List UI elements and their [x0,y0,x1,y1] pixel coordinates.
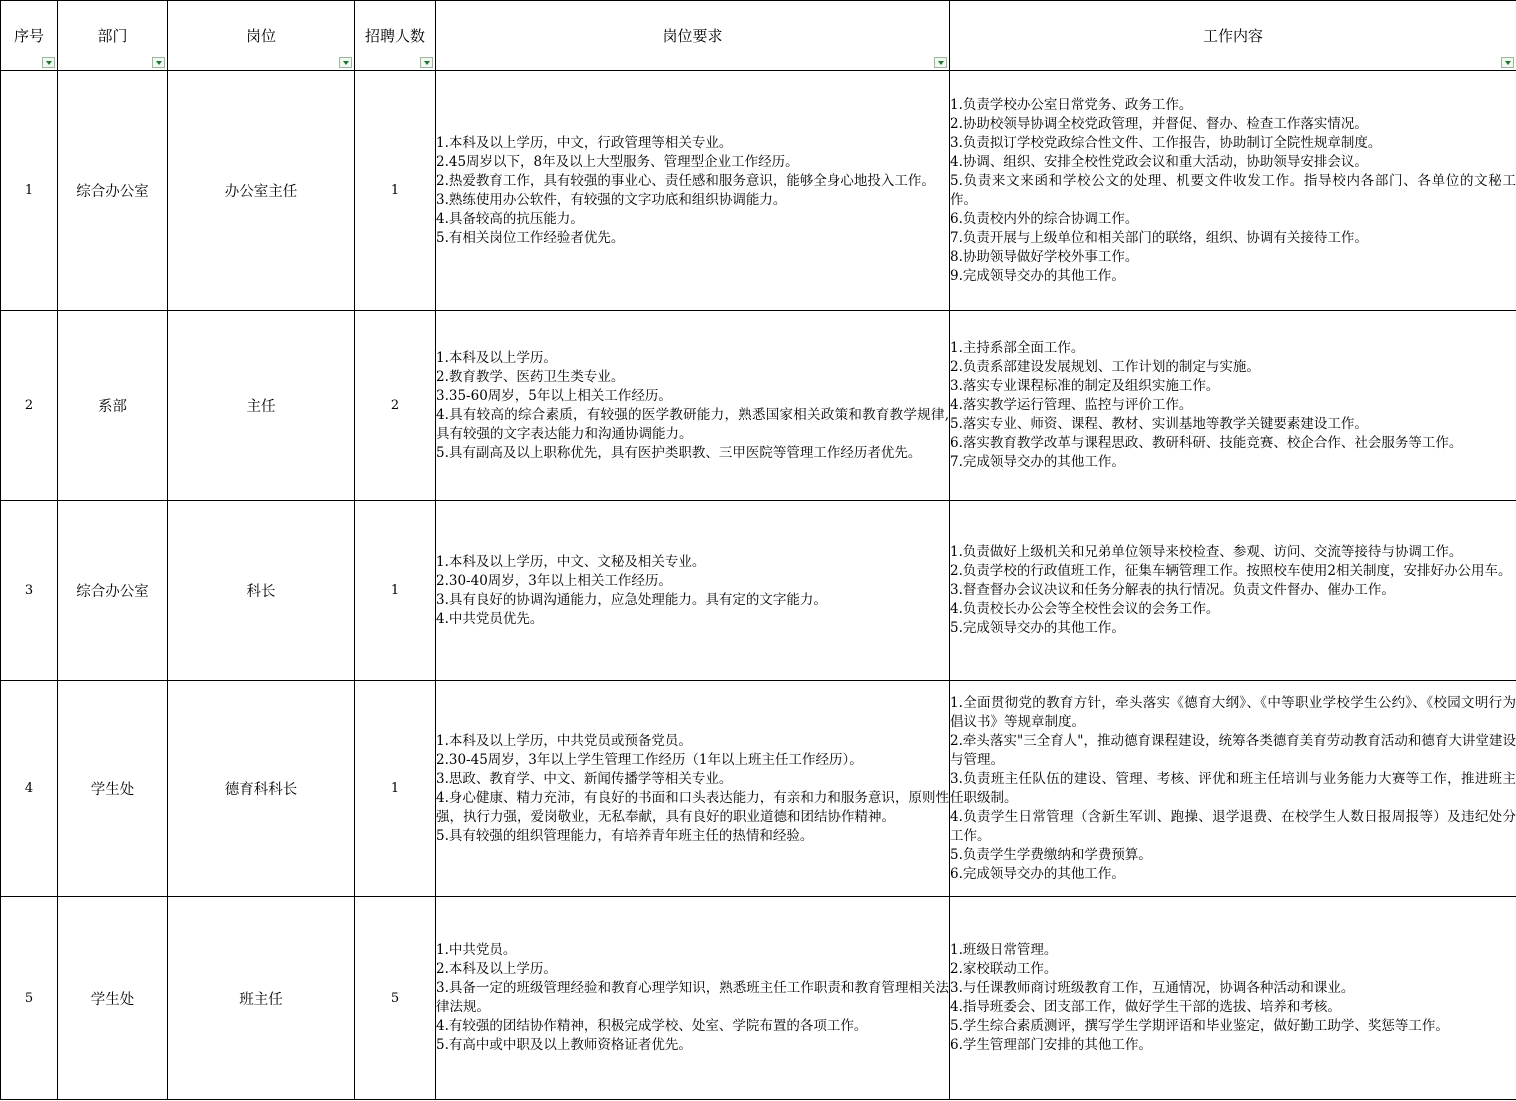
duty-line: 5.负责学生学费缴纳和学费预算。 [950,846,1152,863]
duty-line: 3.与任课教师商讨班级教育工作，互通情况，协调各种活动和课业。 [950,980,1355,996]
position-cell[interactable]: 德育科科长 [168,681,355,897]
requirement-line: 5.具有副高及以上职称优先，具有医护类职教、三甲医院等管理工作经历者优先。 [436,444,922,461]
duty-line: 4.负责校长办公会等全校性会议的会务工作。 [950,601,1220,617]
header-duties [950,1,1516,71]
header-duties-label: 工作内容 [1202,27,1263,45]
requirement-line: 2.30-40周岁，3年以上相关工作经历。 [436,572,672,589]
duty-line: 7.负责开展与上级单位和相关部门的联络，组织、协调有关接待工作。 [950,229,1368,246]
header-position [168,1,355,71]
count-cell[interactable]: 1 [355,681,436,897]
duty-line: 3.落实专业课程标准的制定及组织实施工作。 [950,378,1220,394]
position-cell[interactable]: 主任 [168,311,355,501]
duty-line: 3.负责拟订学校党政综合性文件、工作报告，协助制订全院性规章制度。 [950,134,1382,151]
duty-line: 6.落实教育教学改革与课程思政、教研科研、技能竞赛、校企合作、社会服务等工作。 [950,435,1463,451]
requirement-line: 4.中共党员优先。 [436,610,544,627]
duty-line: 6.学生管理部门安排的其他工作。 [950,1037,1152,1053]
dept-cell[interactable]: 综合办公室 [58,71,168,311]
requirement-line: 2.45周岁以下，8年及以上大型服务、管理型企业工作经历。 [436,153,799,170]
duty-line: 1.负责做好上级机关和兄弟单位领导来校检查、参观、访问、交流等接待与协调工作。 [950,544,1463,560]
duty-line: 1.主持系部全面工作。 [950,340,1085,356]
requirement-line: 5.具有较强的组织管理能力，有培养青年班主任的热情和经验。 [436,827,814,844]
header-requirements [436,1,950,71]
position-cell[interactable]: 办公室主任 [168,71,355,311]
duty-line: 4.负责学生日常管理（含新生军训、跑操、退学退费、在校学生人数日报周报等）及违纪处分工作。 [950,808,1516,844]
duties-cell[interactable] [950,71,1516,311]
dept-cell[interactable]: 学生处 [58,681,168,897]
count-cell[interactable]: 2 [355,311,436,501]
header-row [1,1,1516,71]
count-cell[interactable]: 5 [355,897,436,1100]
duty-line: 4.协调、组织、安排全校性党政会议和重大活动，协助领导安排会议。 [950,153,1368,170]
header-position-label: 岗位 [245,27,276,45]
requirement-line: 1.中共党员。 [436,942,517,958]
duty-line: 4.落实教学运行管理、监控与评价工作。 [950,397,1193,413]
filter-dropdown-icon[interactable] [42,57,55,68]
requirements-cell[interactable] [436,501,950,681]
requirements-cell[interactable] [436,897,950,1100]
duty-line: 3.负责班主任队伍的建设、管理、考核、评优和班主任培训与业务能力大赛等工作，推进班主任职级制。 [950,770,1516,806]
header-dept [58,1,168,71]
duties-cell[interactable] [950,311,1516,501]
seq-cell[interactable]: 4 [1,681,58,897]
duty-line: 6.负责校内外的综合协调工作。 [950,210,1139,227]
duty-line: 4.指导班委会、团支部工作，做好学生干部的选拔、培养和考核。 [950,999,1341,1015]
duties-cell[interactable] [950,501,1516,681]
header-requirements-label: 岗位要求 [662,27,723,45]
header-dept-label: 部门 [97,27,128,45]
duty-line: 5.落实专业、师资、课程、教材、实训基地等教学关键要素建设工作。 [950,416,1368,432]
requirement-line: 2.本科及以上学历。 [436,961,557,977]
header-seq [1,1,58,71]
requirement-line: 2.热爱教育工作，具有较强的事业心、责任感和服务意识，能够全身心地投入工作。 [436,172,935,189]
requirement-line: 3.思政、教育学、中文、新闻传播学等相关专业。 [436,770,733,787]
requirement-line: 3.35-60周岁，5年以上相关工作经历。 [436,387,672,404]
duty-line: 9.完成领导交办的其他工作。 [950,267,1125,284]
filter-dropdown-icon[interactable] [420,57,433,68]
duty-line: 2.家校联动工作。 [950,961,1058,977]
dept-cell[interactable]: 学生处 [58,897,168,1100]
duty-line: 2.牵头落实"三全育人"，推动德育课程建设，统筹各类德育美育劳动教育活动和德育大讲堂建设与管理。 [950,732,1516,768]
duty-line: 2.协助校领导协调全校党政管理，并督促、督办、检查工作落实情况。 [950,115,1368,132]
requirements-cell[interactable] [436,71,950,311]
duty-line: 1.负责学校办公室日常党务、政务工作。 [950,96,1193,113]
duty-line: 5.完成领导交办的其他工作。 [950,620,1125,636]
duty-line: 1.班级日常管理。 [950,942,1058,958]
position-cell[interactable]: 科长 [168,501,355,681]
duty-line: 8.协助领导做好学校外事工作。 [950,248,1139,265]
position-cell[interactable]: 班主任 [168,897,355,1100]
duties-cell[interactable] [950,681,1516,897]
table-row[interactable] [1,71,1516,311]
header-seq-label: 序号 [13,27,44,45]
seq-cell[interactable]: 1 [1,71,58,311]
requirement-line: 1.本科及以上学历，中文、文秘及相关专业。 [436,553,706,570]
duty-line: 5.学生综合素质测评，撰写学生学期评语和毕业鉴定，做好勤工助学、奖惩等工作。 [950,1018,1449,1034]
header-count-label: 招聘人数 [364,27,425,45]
requirements-cell[interactable] [436,311,950,501]
requirement-line: 3.具有良好的协调沟通能力，应急处理能力。具有定的文字能力。 [436,591,827,608]
requirement-line: 4.身心健康、精力充沛，有良好的书面和口头表达能力，有亲和力和服务意识，原则性强，执行力强，爱岗敬业，无私奉献，具有良好的职业道德和团结协作精神。 [436,789,949,825]
requirement-line: 3.具备一定的班级管理经验和教育心理学知识，熟悉班主任工作职责和教育管理相关法律法规。 [436,980,949,1015]
requirement-line: 1.本科及以上学历。 [436,349,557,366]
requirement-line: 1.本科及以上学历，中文，行政管理等相关专业。 [436,134,733,151]
requirement-line: 4.具有较高的综合素质，有较强的医学教研能力，熟悉国家相关政策和教育教学规律,具有较强的文字表达能力和沟通协调能力。 [436,406,949,442]
filter-dropdown-icon[interactable] [339,57,352,68]
header-count [355,1,436,71]
table-row[interactable] [1,897,1516,1100]
requirement-line: 4.有较强的团结协作精神，积极完成学校、处室、学院布置的各项工作。 [436,1018,868,1034]
dept-cell[interactable]: 系部 [58,311,168,501]
duty-line: 5.负责来文来函和学校公文的处理、机要文件收发工作。指导校内各部门、各单位的文秘工作。 [950,172,1516,208]
count-cell[interactable]: 1 [355,501,436,681]
seq-cell[interactable]: 3 [1,501,58,681]
seq-cell[interactable]: 5 [1,897,58,1100]
requirement-line: 2.教育教学、医药卫生类专业。 [436,368,625,385]
requirement-line: 5.有高中或中职及以上教师资格证者优先。 [436,1037,692,1053]
requirement-line: 4.具备较高的抗压能力。 [436,210,584,227]
duties-cell[interactable] [950,897,1516,1100]
filter-dropdown-icon[interactable] [152,57,165,68]
duty-line: 2.负责系部建设发展规划、工作计划的制定与实施。 [950,359,1260,375]
filter-dropdown-icon[interactable] [934,57,947,68]
table-row[interactable] [1,501,1516,681]
requirement-line: 2.30-45周岁，3年以上学生管理工作经历（1年以上班主任工作经历）。 [436,751,863,768]
dept-cell[interactable]: 综合办公室 [58,501,168,681]
requirement-line: 1.本科及以上学历，中共党员或预备党员。 [436,732,692,749]
duty-line: 6.完成领导交办的其他工作。 [950,865,1125,882]
filter-dropdown-icon[interactable] [1501,57,1514,68]
table-row[interactable] [1,311,1516,501]
requirements-cell[interactable] [436,681,950,897]
duty-line: 1.全面贯彻党的教育方针，牵头落实《德育大纲》、《中等职业学校学生公约》、《校园文明行为倡议书》等规章制度。 [950,694,1516,730]
requirement-line: 3.熟练使用办公软件，有较强的文字功底和组织协调能力。 [436,191,787,208]
duty-line: 2.负责学校的行政值班工作，征集车辆管理工作。按照校车使用2相关制度，安排好办公用车。 [950,563,1512,579]
table-row[interactable] [1,681,1516,897]
count-cell[interactable]: 1 [355,71,436,311]
duty-line: 7.完成领导交办的其他工作。 [950,454,1125,470]
seq-cell[interactable]: 2 [1,311,58,501]
requirement-line: 5.有相关岗位工作经验者优先。 [436,229,625,246]
duty-line: 3.督查督办会议决议和任务分解表的执行情况。负责文件督办、催办工作。 [950,582,1395,598]
